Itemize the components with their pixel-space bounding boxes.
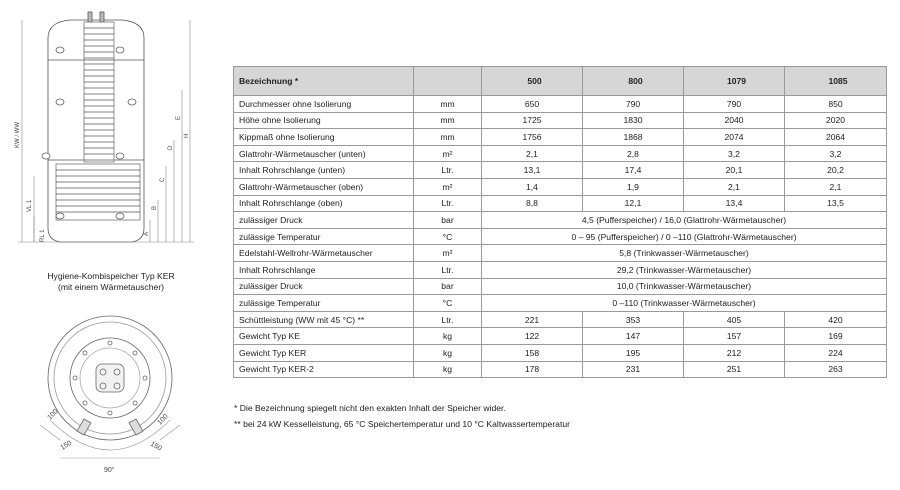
row-value: 147 [583, 328, 684, 345]
row-label: Edelstahl-Wellrohr-Wärmetauscher [234, 245, 414, 262]
row-value: 20,2 [785, 162, 887, 179]
row-value: 221 [482, 311, 583, 328]
row-value: 13,4 [684, 195, 785, 212]
table-row [234, 96, 887, 113]
row-unit: Ltr. [414, 311, 482, 328]
row-value: 20,1 [684, 162, 785, 179]
upper-coil [84, 22, 114, 162]
row-value: 251 [684, 361, 785, 378]
row-value: 195 [583, 344, 684, 361]
table-row [234, 212, 887, 229]
row-label: Höhe ohne Isolierung [234, 112, 414, 129]
row-unit: mm [414, 112, 482, 129]
table-row [234, 311, 887, 328]
table-row [234, 129, 887, 146]
table-row [234, 278, 887, 295]
row-value: 1830 [583, 112, 684, 129]
dim-label-kw-ww: KW / WW [15, 122, 21, 148]
row-value: 158 [482, 344, 583, 361]
row-value: 2074 [684, 129, 785, 146]
top-view [40, 316, 180, 458]
col-header-bezeichnung: Bezeichnung * [234, 67, 414, 96]
dim-label-vl1: VL 1 [27, 199, 33, 212]
table-row [234, 361, 887, 378]
col-header-1085: 1085 [785, 67, 887, 96]
row-label: Schüttleistung (WW mit 45 °C) ** [234, 311, 414, 328]
row-value: 1756 [482, 129, 583, 146]
table-row [234, 245, 887, 262]
drawing-caption [16, 271, 206, 293]
table-row [234, 295, 887, 312]
row-unit: kg [414, 344, 482, 361]
top-dim-angle: 90° [104, 467, 115, 474]
top-dim-left-150: 150 [59, 439, 74, 452]
row-label: Glattrohr-Wärmetauscher (unten) [234, 145, 414, 162]
table-row [234, 261, 887, 278]
row-value: 2,8 [583, 145, 684, 162]
row-label: Kippmaß ohne Isolierung [234, 129, 414, 146]
footnote-1: * Die Bezeichnung spiegelt nicht den exakten Inhalt der Speicher wider. [234, 403, 506, 413]
caption-subtitle: (mit einem Wärmetauscher) [57, 282, 164, 292]
row-value: 12,1 [583, 195, 684, 212]
row-merged-value: 0 –110 (Trinkwasser-Wärmetauscher) [482, 295, 887, 312]
lower-coil [56, 164, 140, 220]
row-value: 850 [785, 96, 887, 113]
row-merged-value: 4,5 (Pufferspeicher) / 16,0 (Glattrohr-Wärmetauscher) [482, 212, 887, 229]
dim-label-c: C [160, 177, 166, 182]
row-value: 790 [583, 96, 684, 113]
row-unit: kg [414, 328, 482, 345]
row-value: 650 [482, 96, 583, 113]
row-value: 13,1 [482, 162, 583, 179]
row-value: 2,1 [785, 178, 887, 195]
top-dim-right-100: 100 [156, 413, 170, 427]
row-label: zulässige Temperatur [234, 295, 414, 312]
row-value: 405 [684, 311, 785, 328]
row-value: 2,1 [684, 178, 785, 195]
row-merged-value: 5,8 (Trinkwasser-Wärmetauscher) [482, 245, 887, 262]
table-row [234, 178, 887, 195]
row-value: 420 [785, 311, 887, 328]
dim-label-rl1: RL 1 [40, 229, 46, 242]
table-row [234, 328, 887, 345]
row-unit: bar [414, 212, 482, 229]
row-unit: °C [414, 295, 482, 312]
row-value: 3,2 [785, 145, 887, 162]
row-value: 1,4 [482, 178, 583, 195]
row-unit: m² [414, 145, 482, 162]
row-label: Gewicht Typ KE [234, 328, 414, 345]
row-label: Glattrohr-Wärmetauscher (oben) [234, 178, 414, 195]
col-header-1079: 1079 [684, 67, 785, 96]
row-merged-value: 0 – 95 (Pufferspeicher) / 0 –110 (Glattrohr-Wärmetauscher) [482, 228, 887, 245]
row-unit: Ltr. [414, 261, 482, 278]
row-value: 8,8 [482, 195, 583, 212]
row-label: Inhalt Rohrschlange (oben) [234, 195, 414, 212]
table-header-row [234, 67, 887, 96]
row-value: 1725 [482, 112, 583, 129]
row-value: 1,9 [583, 178, 684, 195]
row-label: zulässiger Druck [234, 278, 414, 295]
dim-label-h: H [184, 133, 190, 138]
row-label: Inhalt Rohrschlange [234, 261, 414, 278]
col-header-unit [414, 67, 482, 96]
dim-label-e: E [176, 115, 182, 120]
table-row [234, 228, 887, 245]
row-unit: m² [414, 178, 482, 195]
row-label: zulässiger Druck [234, 212, 414, 229]
top-dim-right-150: 150 [149, 440, 163, 453]
row-merged-value: 29,2 (Trinkwasser-Wärmetauscher) [482, 261, 887, 278]
table-row [234, 162, 887, 179]
table-row [234, 195, 887, 212]
row-value: 169 [785, 328, 887, 345]
table-row [234, 112, 887, 129]
row-value: 178 [482, 361, 583, 378]
footnote-2: ** bei 24 kW Kesselleistung, 65 °C Speichertemperatur und 10 °C Kaltwassertemperatur [234, 419, 570, 429]
row-value: 212 [684, 344, 785, 361]
row-unit: kg [414, 361, 482, 378]
col-header-800: 800 [583, 67, 684, 96]
tank-outline [48, 20, 144, 242]
row-value: 17,4 [583, 162, 684, 179]
row-value: 1868 [583, 129, 684, 146]
row-value: 2064 [785, 129, 887, 146]
row-value: 13,5 [785, 195, 887, 212]
row-value: 353 [583, 311, 684, 328]
row-label: Gewicht Typ KER-2 [234, 361, 414, 378]
row-unit: Ltr. [414, 162, 482, 179]
table-row [234, 344, 887, 361]
table-row [234, 145, 887, 162]
row-value: 790 [684, 96, 785, 113]
spec-table [233, 66, 887, 378]
row-value: 122 [482, 328, 583, 345]
row-value: 157 [684, 328, 785, 345]
technical-drawing [0, 0, 230, 490]
row-value: 2040 [684, 112, 785, 129]
table-body [234, 96, 887, 378]
row-value: 3,2 [684, 145, 785, 162]
col-header-500: 500 [482, 67, 583, 96]
row-unit: bar [414, 278, 482, 295]
row-merged-value: 10,0 (Trinkwasser-Wärmetauscher) [482, 278, 887, 295]
row-label: zulässige Temperatur [234, 228, 414, 245]
row-value: 224 [785, 344, 887, 361]
row-unit: mm [414, 96, 482, 113]
row-unit: m² [414, 245, 482, 262]
dim-label-d: D [168, 145, 174, 150]
dim-label-b: B [152, 205, 158, 210]
caption-title: Hygiene-Kombispeicher Typ KER [47, 271, 175, 281]
top-dim-left-100: 100 [46, 408, 60, 422]
row-value: 263 [785, 361, 887, 378]
row-label: Inhalt Rohrschlange (unten) [234, 162, 414, 179]
row-value: 2020 [785, 112, 887, 129]
row-label: Durchmesser ohne Isolierung [234, 96, 414, 113]
dim-label-a: A [144, 231, 150, 236]
row-value: 2,1 [482, 145, 583, 162]
row-unit: mm [414, 129, 482, 146]
row-unit: °C [414, 228, 482, 245]
row-unit: Ltr. [414, 195, 482, 212]
row-label: Gewicht Typ KER [234, 344, 414, 361]
row-value: 231 [583, 361, 684, 378]
